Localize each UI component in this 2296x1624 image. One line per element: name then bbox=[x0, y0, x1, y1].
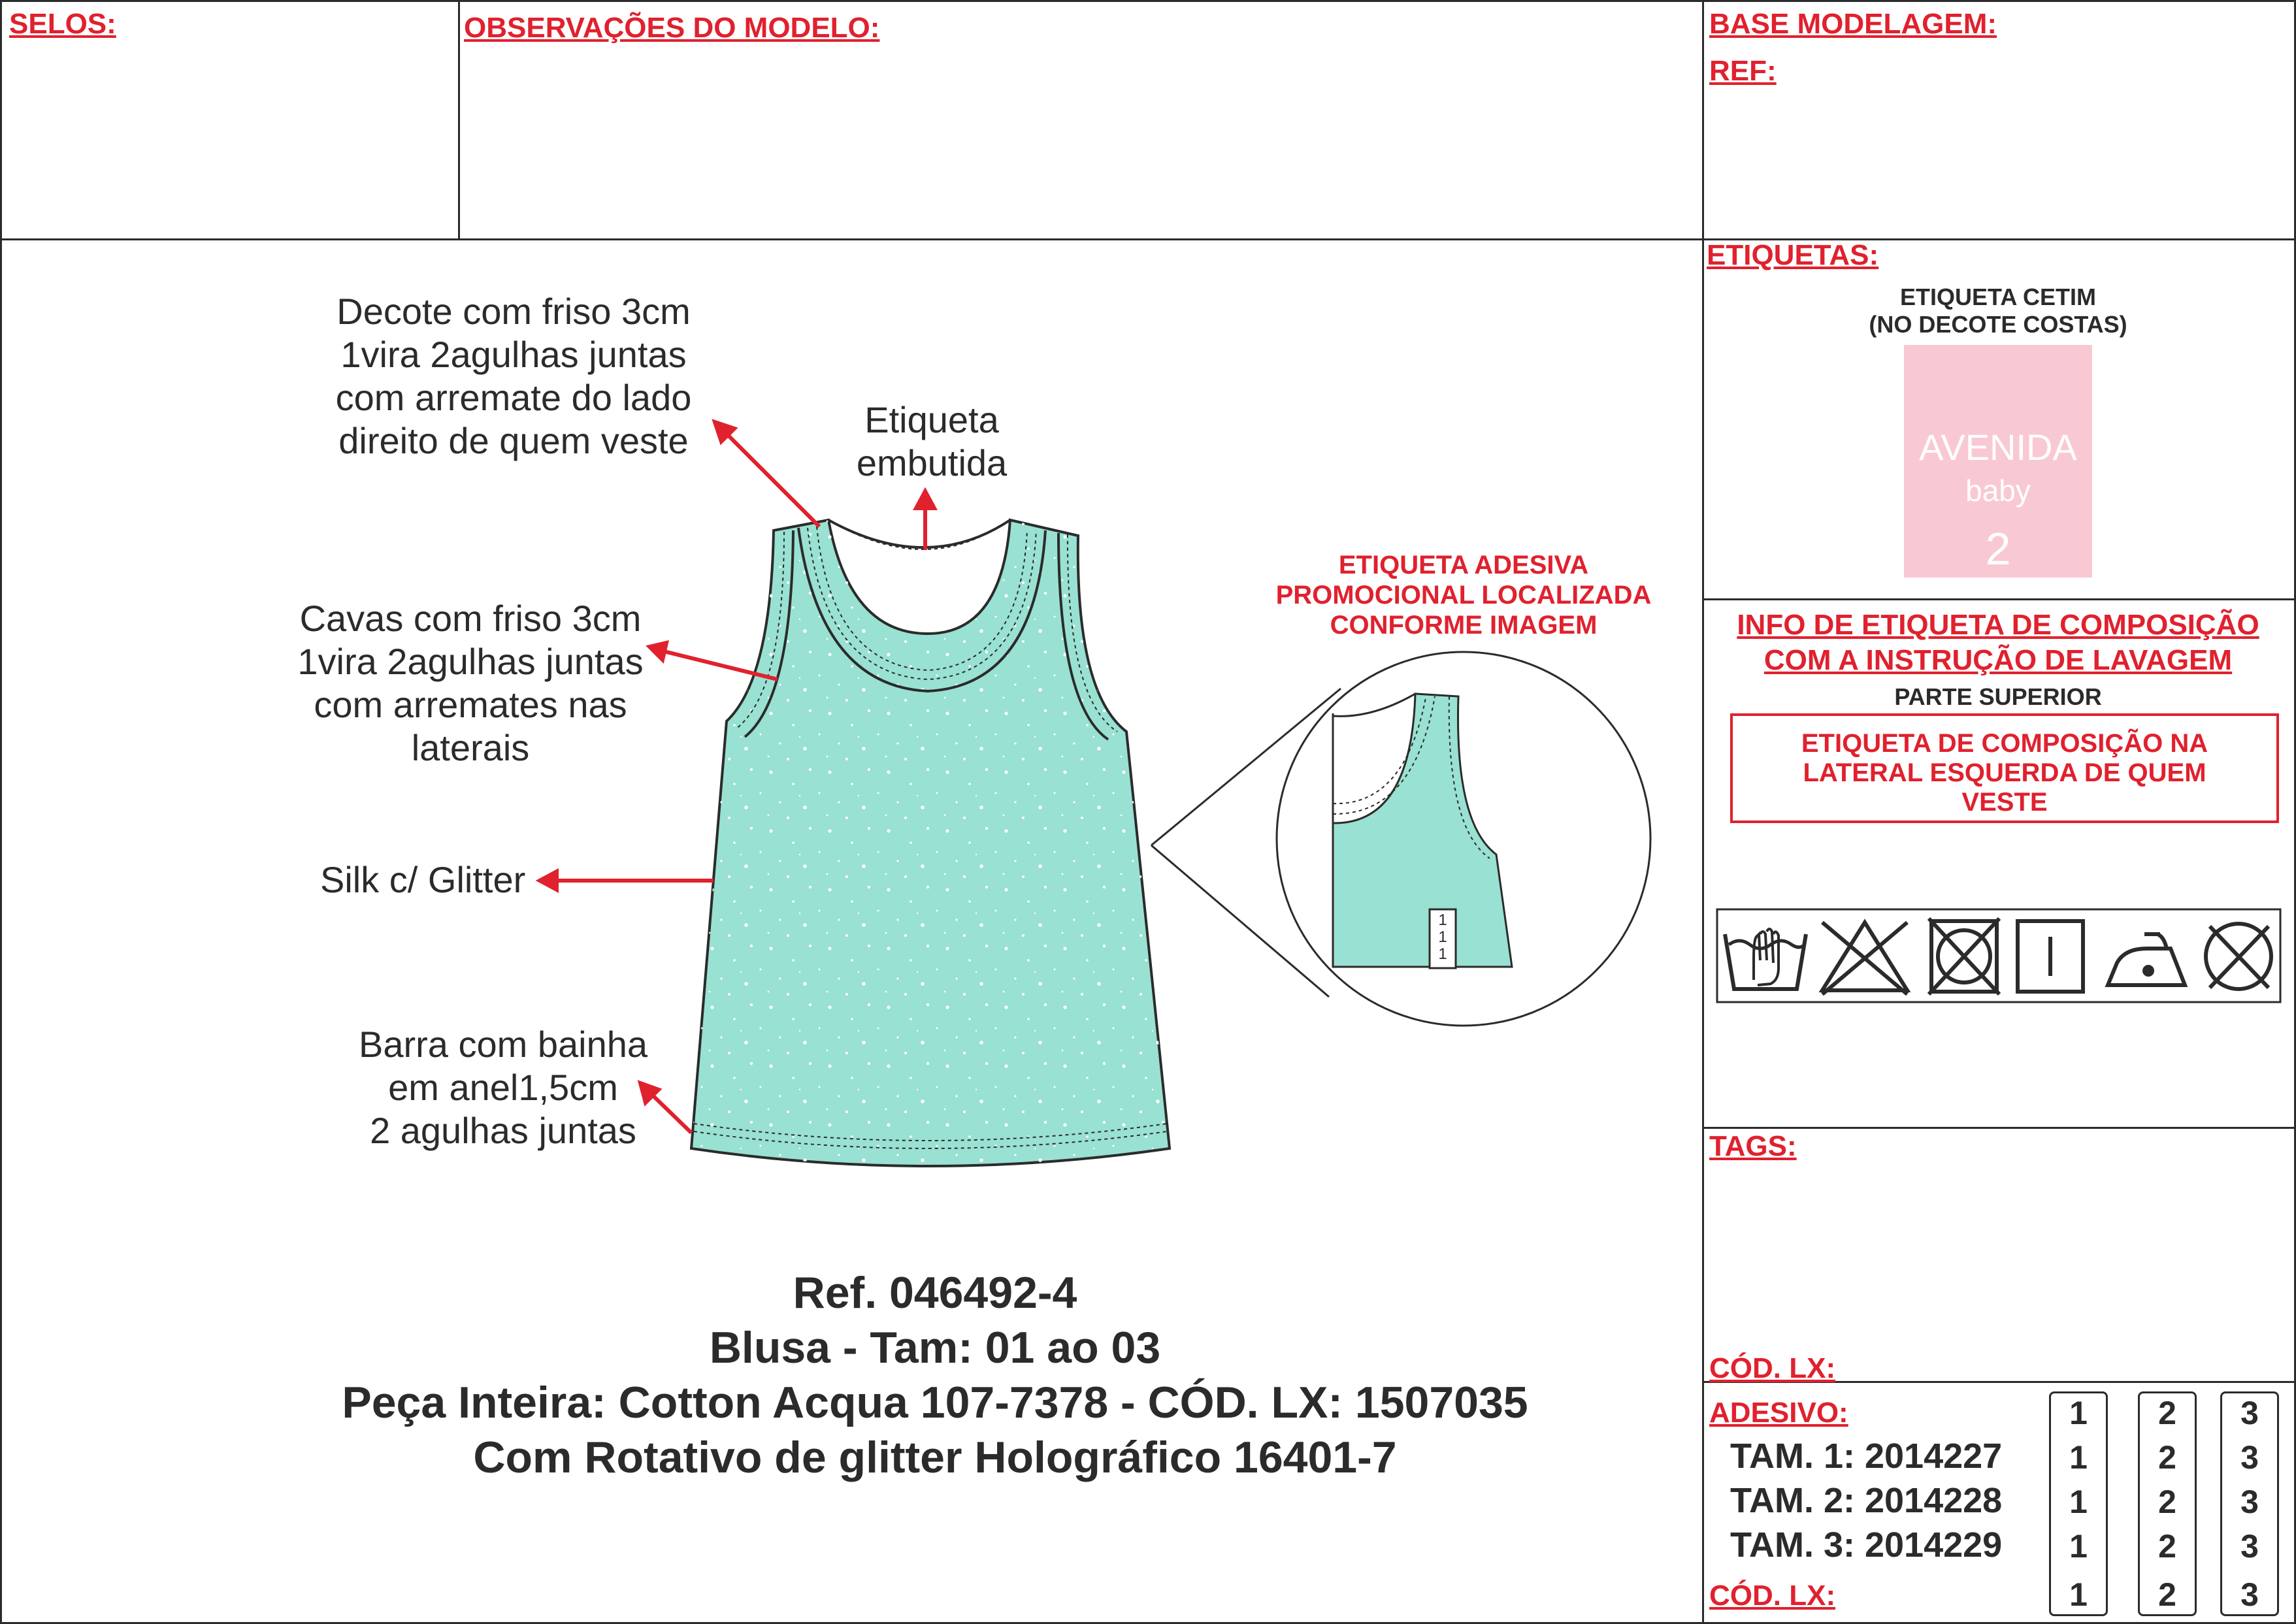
barra-line: Barra com bainha bbox=[358, 1024, 648, 1065]
label-size: 2 bbox=[1985, 523, 2011, 574]
cavas-line: laterais bbox=[411, 727, 530, 768]
size-cell: 2 bbox=[2158, 1484, 2176, 1520]
cavas-line: com arremates nas bbox=[314, 684, 627, 725]
decote-line: 1vira 2agulhas juntas bbox=[340, 334, 687, 375]
size-cell: 1 bbox=[2069, 1528, 2088, 1565]
size-cell: 2 bbox=[2158, 1395, 2176, 1431]
adesivo-row-1: TAM. 1: 2014227 bbox=[1730, 1437, 2003, 1476]
size-cell: 3 bbox=[2240, 1395, 2259, 1431]
line-dry-icon bbox=[2018, 921, 2083, 992]
iron-low-icon bbox=[2108, 934, 2185, 985]
etiqueta-cetim-subtitle: (NO DECOTE COSTAS) bbox=[1869, 311, 2127, 338]
adesivo-row-3: TAM. 3: 2014229 bbox=[1730, 1525, 2003, 1565]
size-cell: 2 bbox=[2158, 1528, 2176, 1565]
decote-line: Decote com friso 3cm bbox=[336, 291, 691, 332]
adesiva-line: PROMOCIONAL LOCALIZADA bbox=[1275, 581, 1652, 609]
observacoes-header: OBSERVAÇÕES DO MODELO: bbox=[464, 12, 880, 44]
parte-superior-label: PARTE SUPERIOR bbox=[1894, 683, 2102, 710]
etiqueta-adesiva-note bbox=[1241, 550, 1686, 640]
composicao-note-line2: LATERAL ESQUERDA DE QUEM bbox=[1803, 758, 2206, 787]
product-line-4: Com Rotativo de glitter Holográfico 16401-7 bbox=[473, 1433, 1397, 1482]
etiquetas-header: ETIQUETAS: bbox=[1707, 239, 1879, 271]
adesivo-header: ADESIVO: bbox=[1709, 1397, 1848, 1429]
composicao-title-2: COM A INSTRUÇÃO DE LAVAGEM bbox=[1763, 644, 2233, 676]
size-cell: 1 bbox=[2069, 1395, 2088, 1431]
detail-label-digit: 1 bbox=[1438, 945, 1447, 963]
ref-header: REF: bbox=[1709, 55, 1777, 87]
etiqueta-line: embutida bbox=[856, 442, 1008, 483]
label-brand: AVENIDA bbox=[1919, 427, 2077, 468]
composicao-title-1: INFO DE ETIQUETA DE COMPOSIÇÃO bbox=[1737, 609, 2259, 641]
size-cell: 2 bbox=[2158, 1439, 2176, 1476]
size-cell: 3 bbox=[2240, 1484, 2259, 1520]
barra-line: 2 agulhas juntas bbox=[370, 1110, 636, 1151]
composicao-note-line3: VESTE bbox=[1961, 788, 2048, 817]
do-not-dry-clean-icon bbox=[2206, 924, 2271, 989]
composicao-note-line1: ETIQUETA DE COMPOSIÇÃO NA bbox=[1801, 729, 2208, 758]
cavas-line: Cavas com friso 3cm bbox=[299, 598, 642, 639]
silk-note: Silk c/ Glitter bbox=[320, 859, 526, 900]
barra-note bbox=[340, 1023, 666, 1152]
cavas-note bbox=[274, 597, 666, 770]
cavas-line: 1vira 2agulhas juntas bbox=[297, 641, 644, 682]
size-cell: 3 bbox=[2240, 1439, 2259, 1476]
barra-line: em anel1,5cm bbox=[388, 1067, 618, 1108]
composicao-box bbox=[1702, 598, 2296, 1129]
selos-header: SELOS: bbox=[9, 8, 116, 40]
hand-wash-icon bbox=[1725, 929, 1806, 989]
size-cell: 3 bbox=[2240, 1528, 2259, 1565]
etiqueta-embutida-note bbox=[827, 398, 1036, 485]
size-cell: 2 bbox=[2158, 1576, 2176, 1613]
product-ref: Ref. 046492-4 bbox=[793, 1268, 1077, 1318]
satin-label-image bbox=[1904, 345, 2092, 577]
decote-line: com arremate do lado bbox=[335, 377, 692, 418]
detail-label-digit: 1 bbox=[1438, 911, 1447, 929]
size-cell: 1 bbox=[2069, 1484, 2088, 1520]
cod-lx-tags-header: CÓD. LX: bbox=[1709, 1352, 1836, 1384]
size-cell: 1 bbox=[2069, 1439, 2088, 1476]
adesivo-row-2: TAM. 2: 2014228 bbox=[1730, 1481, 2003, 1520]
decote-note bbox=[311, 290, 716, 463]
product-line-2: Blusa - Tam: 01 ao 03 bbox=[709, 1323, 1161, 1372]
adesiva-line: ETIQUETA ADESIVA bbox=[1338, 551, 1589, 579]
tags-box bbox=[1702, 1127, 2296, 1383]
composicao-note-box bbox=[1730, 713, 2279, 823]
tags-header: TAGS: bbox=[1709, 1130, 1797, 1162]
decote-line: direito de quem veste bbox=[338, 420, 689, 461]
etiqueta-line: Etiqueta bbox=[864, 399, 999, 440]
adesiva-line: CONFORME IMAGEM bbox=[1330, 611, 1598, 640]
do-not-tumble-dry-icon bbox=[1929, 918, 1999, 994]
base-modelagem-header: BASE MODELAGEM: bbox=[1709, 8, 1997, 40]
label-sub: baby bbox=[1965, 474, 2031, 508]
etiqueta-cetim-title: ETIQUETA CETIM bbox=[1900, 284, 2096, 310]
detail-label-digit: 1 bbox=[1438, 928, 1447, 946]
care-icons-strip bbox=[1716, 908, 2282, 1003]
do-not-bleach-icon bbox=[1822, 922, 1907, 994]
size-cell: 1 bbox=[2069, 1576, 2088, 1613]
size-cell: 3 bbox=[2240, 1576, 2259, 1613]
cod-lx-adesivo-header: CÓD. LX: bbox=[1709, 1580, 1836, 1612]
product-line-3: Peça Inteira: Cotton Acqua 107-7378 - CÓD. LX: 1507035 bbox=[342, 1378, 1528, 1427]
back-neckline bbox=[828, 520, 1010, 547]
